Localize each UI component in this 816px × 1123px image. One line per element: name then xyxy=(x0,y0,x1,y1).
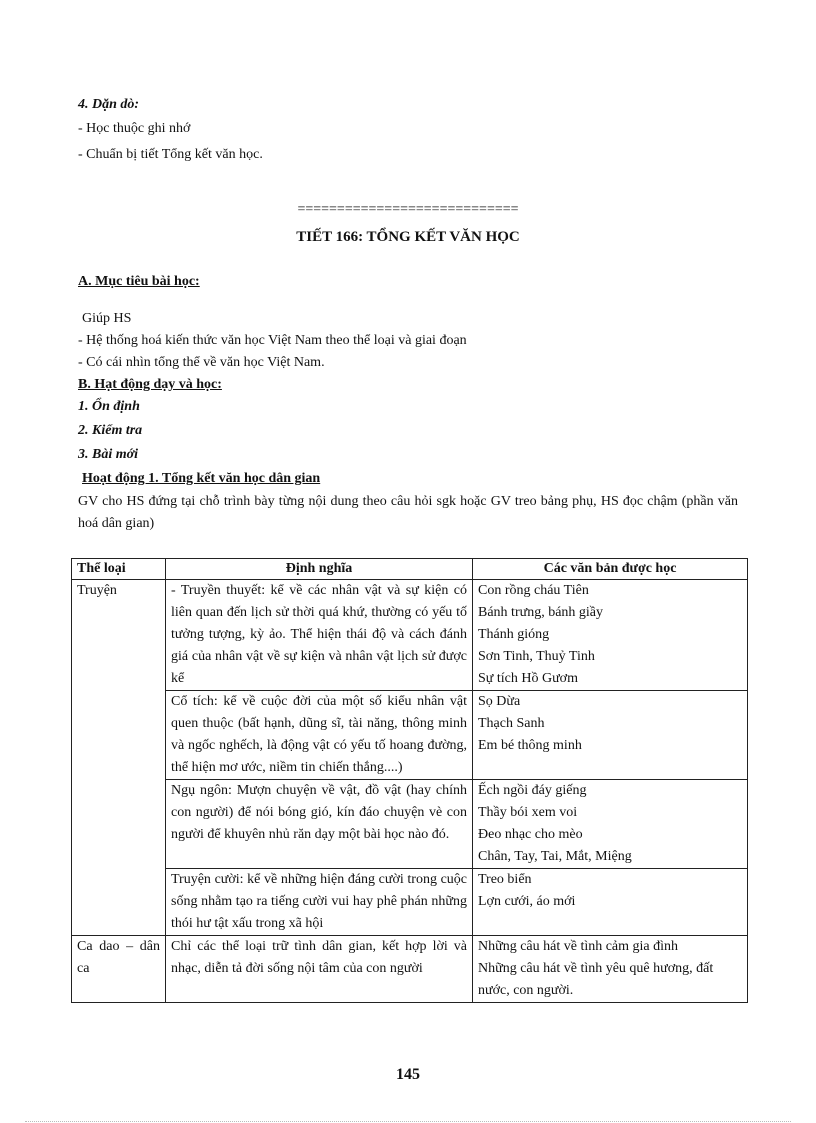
text-item: Treo biển xyxy=(478,872,532,887)
table-row xyxy=(72,691,748,780)
text-item: Sọ Dừa xyxy=(478,694,521,709)
column-header: Các văn bản được học xyxy=(473,559,748,580)
definition-cell: - Truyền thuyết: kể về các nhân vật và sự kiện có liên quan đến lịch sử thời quá khứ, thường có yếu tố tưởng tượng, kỳ ảo. Thể hiện thái độ và cách đánh giá của nhân vật về sự kiện và nhân vật lịch sử được kể xyxy=(166,580,473,691)
step-item: 2. Kiểm tra xyxy=(78,423,143,438)
section-b-heading: B. Hạt động dạy và học: xyxy=(78,377,222,392)
footer-dotted-line xyxy=(25,1121,791,1122)
text-item: Những câu hát về tình yêu quê hương, đất nước, con người. xyxy=(478,961,714,998)
table-row xyxy=(72,936,748,1003)
texts-cell xyxy=(473,691,748,780)
objective-line: - Có cái nhìn tổng thể về văn học Việt Nam. xyxy=(78,355,325,370)
table-row xyxy=(72,580,748,691)
text-item: Đeo nhạc cho mèo xyxy=(478,827,583,842)
text-item: Em bé thông minh xyxy=(478,738,582,753)
activity-heading: Hoạt động 1. Tổng kết văn học dân gian xyxy=(82,471,321,486)
section-4-item: - Chuẩn bị tiết Tổng kết văn học. xyxy=(78,147,263,162)
texts-cell xyxy=(473,869,748,936)
column-header: Định nghĩa xyxy=(166,559,473,580)
step-item: 3. Bài mới xyxy=(78,447,139,462)
activity-description: GV cho HS đứng tại chỗ trình bày từng nội dung theo câu hỏi sgk hoặc GV treo bảng phụ, HS đọc chậm (phần văn hoá dân gian) xyxy=(78,494,738,531)
section-4-heading: 4. Dặn dò: xyxy=(78,97,140,112)
text-item: Thánh gióng xyxy=(478,627,550,642)
lesson-title: TIẾT 166: TỔNG KẾT VĂN HỌC xyxy=(296,229,520,245)
objective-line: - Hệ thống hoá kiến thức văn học Việt Nam theo thể loại và giai đoạn xyxy=(78,333,467,348)
text-item: Ếch ngồi đáy giếng xyxy=(478,783,587,798)
table-row xyxy=(72,780,748,869)
text-item: Những câu hát về tình cảm gia đình xyxy=(478,939,679,954)
text-item: Lợn cưới, áo mới xyxy=(478,894,576,909)
text-item: Sơn Tinh, Thuỷ Tinh xyxy=(478,649,595,664)
table-row xyxy=(72,869,748,936)
genre-cell: Ca dao – dân ca xyxy=(72,936,166,1003)
definition-cell: Cổ tích: kể về cuộc đời của một số kiểu nhân vật quen thuộc (bất hạnh, dũng sĩ, tài năng, thông minh và ngốc nghếch, là động vật có yếu tố hoang đường, thể hiện mơ ước, niềm tin chiến thắng....) xyxy=(166,691,473,780)
texts-cell xyxy=(473,936,748,1003)
text-item: Thạch Sanh xyxy=(478,716,545,731)
objective-line: Giúp HS xyxy=(82,311,132,326)
section-a-heading: A. Mục tiêu bài học: xyxy=(78,274,200,289)
text-item: Thầy bói xem voi xyxy=(478,805,578,820)
table-header-row xyxy=(72,559,748,580)
step-item: 1. Ổn định xyxy=(78,399,140,414)
section-4-item: - Học thuộc ghi nhớ xyxy=(78,121,191,136)
definition-cell: Chỉ các thể loại trữ tình dân gian, kết hợp lời và nhạc, diễn tả đời sống nội tâm của con người xyxy=(166,936,473,1003)
divider: ============================ xyxy=(297,202,519,217)
text-item: Sự tích Hồ Gươm xyxy=(478,671,578,686)
text-item: Con rồng cháu Tiên xyxy=(478,583,589,598)
definition-cell: Truyện cười: kể về những hiện đáng cười trong cuộc sống nhằm tạo ra tiếng cười vui hay phê phán những thói hư tật xấu trong xã hội xyxy=(166,869,473,936)
column-header: Thể loại xyxy=(72,559,166,580)
genre-cell: Truyện xyxy=(72,580,166,936)
text-item: Bánh trưng, bánh giầy xyxy=(478,605,604,620)
texts-cell xyxy=(473,580,748,691)
page-number: 145 xyxy=(396,1066,420,1083)
texts-cell xyxy=(473,780,748,869)
text-item: Chân, Tay, Tai, Mắt, Miệng xyxy=(478,849,632,864)
literature-table xyxy=(71,558,748,1003)
definition-cell: Ngụ ngôn: Mượn chuyện về vật, đồ vật (hay chính con người) để nói bóng gió, kín đáo chuyện vè con người để khuyên nhủ răn dạy một bài học nào đó. xyxy=(166,780,473,869)
